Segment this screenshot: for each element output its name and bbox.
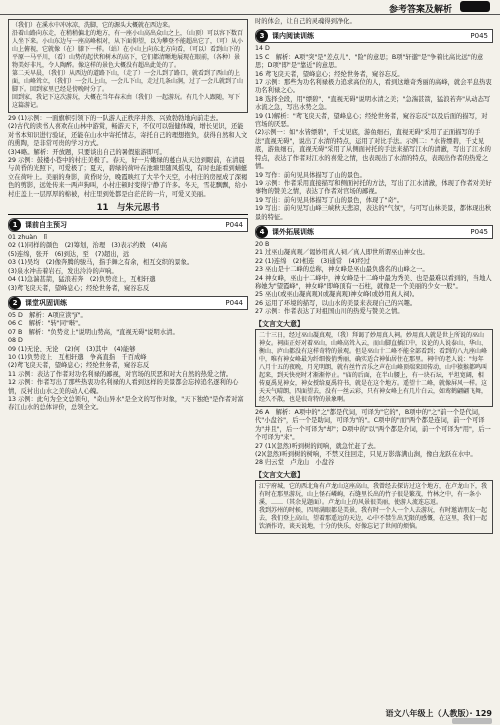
answer-item: 25 巫山(或巫山凝真观)(或凝真观)神女峰(或妙用真人祠)。 bbox=[255, 291, 419, 299]
classical-translation-heading: 【文言文大意】 bbox=[255, 470, 304, 479]
translation-paragraph: 二十三日，经过巫山凝真观，（我）拜谒了妙用真人祠。妙用真人就是世上所说的巫山神女。祠庙正好对着巫山，山峰高耸入云，而山脚直插江中，议论的人说泰山、华山、衡山、庐山都没有这样奇特的景观。但是巫山十二峰不能全部看到；看到的八九座山峰中，唯有神女峰最为纤细俊俏秀丽，确实适合神仙居住在那里。祠中的老人说："每年八月十五的夜晚，月光明朗，就有丝竹音乐之声在山峰顶端来回传动，山中猿猴都鸣叫起来，到天快亮时才渐渐停止。"庙的后面，在半山腰上，有一块石坛，平坦宽阔，相传夏禹见神女，神女授给夏禹符书，就是在这个地方。遥望十二峰，就像屏风一样。这天天气晴朗，四面望去，没有一丝云彩，只有神女峰上有几片白云，如鸾鹤翩翩飞舞，经久不散，也是很奇特的景象啊。 bbox=[259, 332, 488, 403]
section-header bbox=[255, 29, 493, 43]
section-label: 课前自主预习 bbox=[25, 220, 67, 229]
answer-item: 20 B bbox=[255, 240, 270, 248]
answer-item: (2)示例一：如"水皆缥碧"，千丈见底，游鱼细石，直视无碍"采用了正面描写的手法"直视无碍"，说出了水清的特点，运用了对比手法。示例二："水皆缥碧，千丈见底，游鱼细石，直视无碍"采用了从侧面衬托的手法来描写江水的清澈，写出了江水的特点，表达了作者对江水的喜爱之情，也表现出了水清的特点，表现出作者的热爱之情。 bbox=[255, 129, 491, 171]
answer-item: 29 示例：鼓楼小巷中的村庄美极了。春天，好一片嫩绿的蔓白从天边到眼前，在清晨与黄昏的光照下，可爱极了；夏天，碧绿的荷叶在池塘里随风摇曳，有时也能看到蜻蜓立在荷叶上。美丽的身影，黄昏时分，晚霞映红了大半个天空，小村庄的房屋成了深褐色的剪影，远处传来一两声狗叫，小村庄顿时变得宁静了许多。冬天，雪花飘飘，给小村庄盖上一层厚厚的棉被，村庄里到处都是白茫茫的一片，可爱又美丽。 bbox=[8, 157, 248, 198]
answer-item: 27 (1)(忽然)听到树的间响，就急忙赶了去。 bbox=[255, 442, 380, 450]
answer-item: 27 示例：作者表达了对祖国山川的热爱与赞美之情。 bbox=[255, 308, 404, 316]
page-footer: 语文八年级上（人教版）· 129 bbox=[385, 709, 492, 718]
header-title: 参考答案及解析 bbox=[388, 5, 452, 15]
watermark-badge bbox=[452, 718, 492, 724]
translation-paragraph: 沿着山路向东走，在稍稍偏北的地方，有一座小山高出众山之上，（山顶）可以容下数百人坐下来。小山东边与一座高峰相对，从下面仰望，以为攀登不能超出它了，（可）从小山上俯视，它就像（在）膝下一样。（站）在小山上向东北方向看，（可以）看到山下的平原一马平川，（看）山势的起伏和树木的高下，它们都清晰地展现在眼前，（各种）景物美好非凡，令人陶醉。像这样的景色大概没有超出此处的了。 bbox=[12, 30, 244, 69]
answer-item: 15 C 解析：A项"突"是"差点儿"、"险"的意思；B项"轩邈"是"争着比高比远"的意思；D项"即"是"靠近"的意思。 bbox=[255, 53, 484, 70]
answer-item: (5)连绵，张开 (6)到达，至 (7)超出，远 bbox=[8, 250, 130, 258]
answer-item: 16 鸢飞戾天者，望峰息心；经纶世务者，窥谷忘反。 bbox=[255, 70, 404, 78]
answer-item: 03 (1)吴均 (2)像奔腾的骏马，指手舞之有余，相互交织的景象。 bbox=[8, 259, 194, 267]
answer-item: 01 zhuàn lǐ bbox=[8, 234, 47, 242]
answer-item: 21 过巫山凝真观／谒妙用真人祠／真人即世所谓巫山神女也。 bbox=[255, 249, 429, 257]
answer-item: 08 D bbox=[8, 337, 23, 345]
answer-item: 11 示例：表达了作者对功名利禄的鄙视，对官场的厌恶和对大自然的热爱之情。 bbox=[8, 370, 233, 378]
answer-item: 05 D 解析：A项应读"jí"。 bbox=[8, 311, 87, 319]
answer-item: 10 (1)负势竞上 互相轩邈 争高直指 千百成峰 bbox=[8, 353, 147, 361]
answer-item: 12 示例：作者写出了那些热衷功名利禄的人看到这样的美景都会忘掉追名逐利的心情，反衬出山水之美的动人心魄。 bbox=[8, 379, 239, 395]
lesson-title: 11 与朱元思书 bbox=[8, 202, 248, 215]
answer-item: 13 示例：此句为全文总领句，"奇山异水"是全文的写作对象，"天下独绝"是作者对富春江山水的总体评价，总领全文。 bbox=[8, 395, 244, 412]
answer-item: 06 C 解析："转"同"啭"。 bbox=[8, 320, 85, 328]
answer-item: (3)泉水冲击着岩石，发出泠泠的声响。 bbox=[8, 267, 118, 275]
answer-item: (2)鸢飞戾天者，望峰息心；经纶世务者，窥谷忘反 bbox=[8, 362, 150, 370]
answer-item: 22 (1)连绵 (2)相连 (3)通常 (4)经过 bbox=[255, 257, 370, 265]
translation-paragraph: 第二天早晨，（我们）从西边的道路下山，（走了）一会儿到了路口，就看到了西山的上面，山峰耸立，（我们）一会儿上山，一会儿下山，走过几条山涧，过了一会儿就到了山脚下。回到家里已经是傍晚时分了。 bbox=[12, 70, 244, 93]
answer-item: 19 示例：作者采用直接描写和侧面衬托的方法，写出了江水清澈，体现了作者对美好事物的赞美之情，表达了作者对官场的鄙视。 bbox=[255, 179, 492, 196]
answer-item: 19 写出：前句见写山峰三峡秋天悲凉，表达的"气氛"，与可写山林美景，都体现出秋景的特征。 bbox=[255, 205, 492, 221]
classical-translation-heading: 【文言文大意】 bbox=[255, 319, 304, 328]
translation-paragraph: （我们）在溪水中冲冰凉，洗脚，它的源头大概就在西边来。 bbox=[12, 22, 175, 29]
section-label: 课内阅读训练 bbox=[272, 32, 314, 41]
section-label: 课外拓展训练 bbox=[272, 227, 314, 236]
translation-box bbox=[8, 19, 248, 113]
answer-item: 19 (1)解析："鸢飞戾天者，望峰息心；经纶世务者，窥谷忘反"以及后面的描写，对官场的厌恶。 bbox=[255, 112, 488, 129]
translation-paragraph: 我到苏州的时候，四周满眼都是美景，我有时一个人一个人去游玩，有时邀请朋友一起去，我们登上高山，望着那遥远的天边，心中不禁生出无限的感慨，在这里，我们一起饮酒作诗，谈天说地，十分的快乐，好像忘记了世间的烦恼。 bbox=[259, 507, 488, 531]
answer-item: 28 归云堂 卢龙山 小盘谷 bbox=[255, 459, 335, 467]
answer-item: 23 巫山是十二峰的总称，神女峰是巫山最负盛名的山峰之一。 bbox=[255, 266, 429, 274]
answer-item: (2)(忽然)听到树的树响，不禁又往回走，只见万影落满山涧，像白龙跃在水中。 bbox=[255, 451, 477, 459]
section-header bbox=[8, 296, 248, 310]
left-column bbox=[8, 18, 248, 413]
answer-item: 26 A 解析：A项中的"之"都是代词，可译为"它的"，B项中的"之"前一个是代词，代"小盘谷"，后一个是助词，可译为"的"。C项中的"而"两个都是连词，前一个可译为"并且"，后一个可译为"却"；D项中的"以"两个都是介词，前一个可译为"用"，后一个可译为"来"。 bbox=[255, 409, 491, 442]
translation-paragraph: 回到家，我记下这次游玩，大概在当年春末由（我们）一起游玩。有几个人跟随，写下这篇游记。 bbox=[12, 94, 241, 109]
answer-item: 19 写出：前句见具体描写了山的景色，体现了"奇"。 bbox=[255, 196, 404, 204]
answer-item: 19 写作：前句见具体描写了山的景色。 bbox=[255, 171, 366, 179]
translation-box bbox=[255, 480, 493, 534]
section-header bbox=[255, 225, 493, 239]
section-number: 2 bbox=[9, 297, 21, 309]
page-header bbox=[0, 0, 500, 15]
right-column bbox=[255, 18, 493, 536]
translation-box bbox=[255, 329, 493, 407]
brand-logo-icon bbox=[460, 1, 490, 12]
translation-paragraph: 江宁府城，它的西北角有卢龙山这座高山，我曾经去探访过这个地方，在卢龙山下，我有时在那里游玩，山上怪石嶙峋，石缝里长出的竹子很是繁茂，竹林之中，有一条小溪，……（其余见题面）。卢龙山上的风景很美丽，使游人流连忘返。 bbox=[259, 483, 488, 507]
answer-item: 26 运用了环境的描写，以山水的美景来表现自己的兴趣。 bbox=[255, 299, 417, 307]
answer-item: 09 (1)无论、无论 (2)何 (3)其中 (4)能够 bbox=[8, 345, 136, 353]
section-number: 3 bbox=[256, 30, 268, 42]
section-page: P045 bbox=[470, 227, 488, 236]
answer-item: 18 选择全段，用"缥碧"、"直视无碍"说明水清之美；"急湍甚箭，猛浪若奔"从动态写水流之急，写出水势之急。 bbox=[255, 95, 491, 112]
section-number: 4 bbox=[256, 226, 268, 238]
answer-item: 02 (1)同样的颜色 (2)筹划，治理 (3)表示约数 (4)高 bbox=[8, 242, 168, 250]
answer-item: (3)4略。解析：开放题，只要谈出自己的暑假旅游即可。 bbox=[8, 148, 166, 156]
section-header bbox=[8, 218, 248, 232]
answer-item: 17 示例：那些为功名利禄极力追求高位的人，看到这雄奇秀丽的高峰，就会平息热衷功名利禄之心。 bbox=[255, 79, 492, 95]
section-page: P044 bbox=[225, 220, 243, 229]
answer-item: (3)鸢飞戾天者，望峰息心；经纶世务者，窥谷忘反 bbox=[8, 284, 150, 292]
answer-item: (2)古代的读书人喜欢在山林中游赏，畅游天下，不仅可以强健体魄，增长见识，还能对书本知识进行验证，还能在山水中寄托情志，寄托自己的理想抱负，获得自然和人文的熏陶，是非常可贵的学习方式。 bbox=[8, 123, 248, 148]
answer-item: 29 (1)示例：一面旗帜引领下的一队游人正秩序井然、兴致勃勃地向前走去。 bbox=[8, 115, 223, 122]
answer-item: 24 神女峰，巫山十二峰中，神女峰是十二峰中最为秀美、也是最难以看到的，当地人称她为"望霞峰"，神女峰"即峰顶有一石柱，就像是一个美丽的少女一般"。 bbox=[255, 274, 492, 290]
section-page: P045 bbox=[470, 32, 488, 41]
answer-item: 07 B 解析："负势竞上"说明山势高，"直视无碍"说明水清。 bbox=[8, 328, 179, 336]
answer-item: 14 D bbox=[255, 45, 270, 53]
section-number: 1 bbox=[9, 219, 21, 231]
answer-item: 时的体会，让自己的灵魂得到净化。 bbox=[255, 18, 356, 25]
section-label: 课堂巩固训练 bbox=[25, 298, 67, 307]
section-page: P044 bbox=[225, 298, 243, 307]
answer-item: 04 (1)急湍甚箭，猛浪若奔 (2)负势竞上，互相轩邈 bbox=[8, 276, 156, 284]
